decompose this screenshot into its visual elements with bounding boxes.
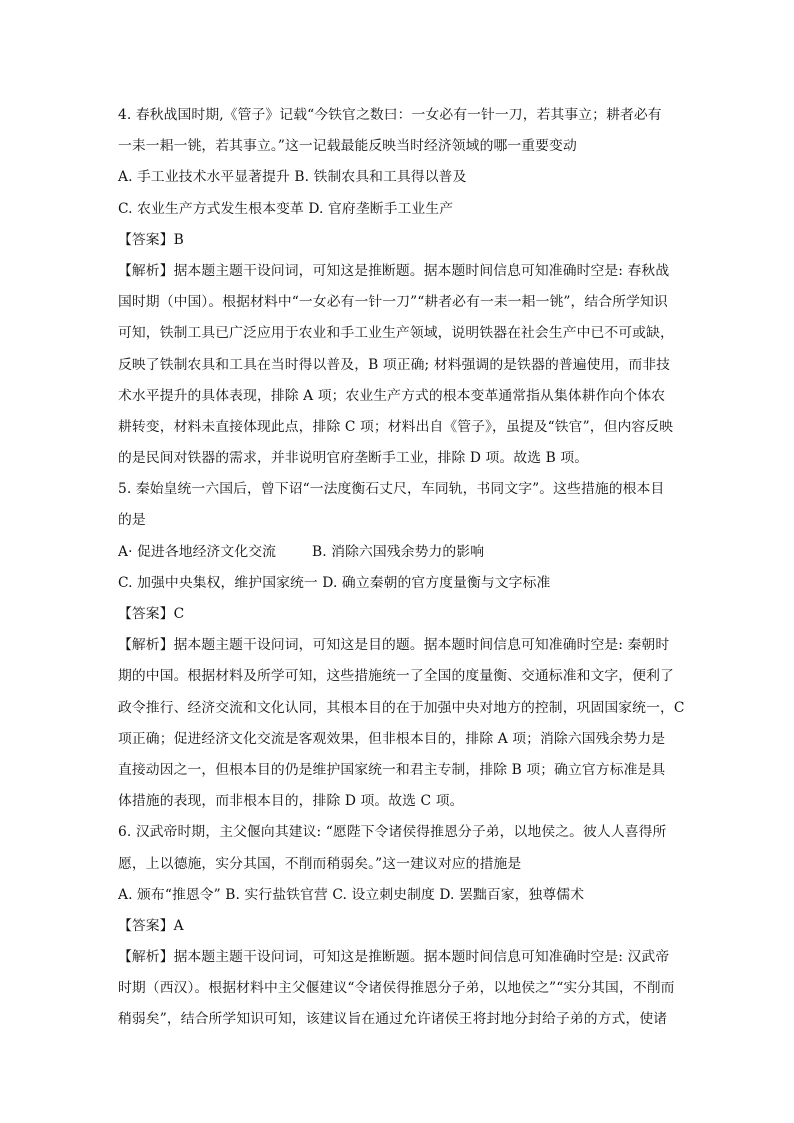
q6-stem-line-1: 6. 汉武帝时期，主父偃向其建议: “愿陛下令诸侯得推恩分子弟，以地侯之。彼人人喜得所	[118, 824, 667, 841]
q6-options-line-1: A. 颁布“推恩令” B. 实行盐铁官营 C. 设立刺史制度 D. 罢黜百家，独尊儒术	[118, 886, 585, 903]
q4-analysis-line-4: 反映了铁制农具和工具在当时得以普及，B 项正确; 材料强调的是铁器的普遍使用，而非技	[118, 356, 671, 373]
q5-analysis-line-3: 政令推行、经济交流和文化认同，其根本目的在于加强中央对地方的控制，巩固国家统一，C	[118, 699, 685, 716]
q4-analysis-line-3: 可知，铁制工具已广泛应用于农业和手工业生产领域，说明铁器在社会生产中已不可或缺，	[118, 325, 674, 342]
question-content	[118, 100, 688, 1036]
q6-analysis-line-3: 稍弱矣”，结合所学知识可知，该建议旨在通过允许诸侯王将封地分封给子弟的方式，使诸	[118, 1011, 668, 1028]
q4-options-line-2: C. 农业生产方式发生根本变革 D. 官府垄断手工业生产	[118, 200, 454, 217]
q5-options-line-1	[118, 537, 688, 568]
q4-analysis-line-2: 国时期（中国）。根据材料中“一女必有一针一刀”“耕者必有一耒一耜一铫”，结合所学知识	[118, 294, 668, 311]
q4-answer: 【答案】B	[118, 231, 184, 248]
q5-stem-line-1: 5. 秦始皇统一六国后，曾下诏“一法度衡石丈尺，车同轨，书同文字”。这些措施的根本目	[118, 481, 665, 498]
q5-answer: 【答案】C	[118, 606, 185, 622]
q6-stem-line-2: 愿，上以德施，实分其国，不削而稍弱矣。”这一建议对应的措施是	[118, 855, 522, 872]
q4-stem-line-2: 一耒一耜一铫，若其事立。”这一记载最能反映当时经济领域的哪一重要变动	[118, 138, 577, 155]
q4-analysis-line-6: 耕转变，材料未直接体现此点，排除 C 项；材料出自《管子》，虽提及“铁官”，但内容反映	[118, 418, 674, 435]
q6-analysis-line-1: 【解析】据本题主题干设问词，可知这是推断题。据本题时间信息可知准确时空是: 汉武帝	[118, 949, 670, 966]
q5-analysis-line-4: 项正确；促进经济文化交流是客观效果，但非根本目的，排除 A 项；消除六国残余势力是	[118, 730, 666, 747]
q5-analysis-line-2: 期的中国。根据材料及所学可知，这些措施统一了全国的度量衡、交通标准和文字，便利了	[118, 668, 674, 685]
q4-stem-line-1: 4. 春秋战国时期,《管子》记载“今铁官之数曰：一女必有一针一刀，若其事立；耕者必有	[118, 107, 662, 123]
q4-analysis-line-7: 的是民间对铁器的需求，并非说明官府垄断手工业，排除 D 项。故选 B 项。	[118, 450, 589, 467]
q6-answer: 【答案】A	[118, 917, 184, 934]
q6-analysis-line-2: 时期（西汉）。根据材料中主父偃建议“令诸侯得推恩分子弟，以地侯之”“实分其国，不削而	[118, 980, 675, 997]
q4-analysis-line-1: 【解析】据本题主题干设问词，可知这是推断题。据本题时间信息可知准确时空是: 春秋战	[118, 262, 670, 279]
q5-option-a: A· 促进各地经济文化交流	[118, 543, 277, 560]
q4-analysis-line-5: 术水平提升的具体表现，排除 A 项；农业生产方式的根本变革通常指从集体耕作向个体农	[118, 387, 666, 404]
q4-options-line-1: A. 手工业技术水平显著提升 B. 铁制农具和工具得以普及	[118, 169, 467, 186]
q5-stem-line-2: 的是	[118, 512, 146, 529]
q5-analysis-line-6: 体措施的表现，而非根本目的，排除 D 项。故选 C 项。	[118, 793, 464, 810]
q5-analysis-line-1: 【解析】据本题主题干设问词，可知这是目的题。据本题时间信息可知准确时空是: 秦朝时	[118, 637, 670, 654]
q5-options-line-2: C. 加强中央集权，维护国家统一 D. 确立秦朝的官方度量衡与文字标准	[118, 574, 551, 591]
q5-option-b: B. 消除六国残余势力的影响	[312, 543, 485, 560]
q5-analysis-line-5: 直接动因之一，但根本目的仍是维护国家统一和君主专制，排除 B 项；确立官方标准是具	[118, 761, 666, 778]
